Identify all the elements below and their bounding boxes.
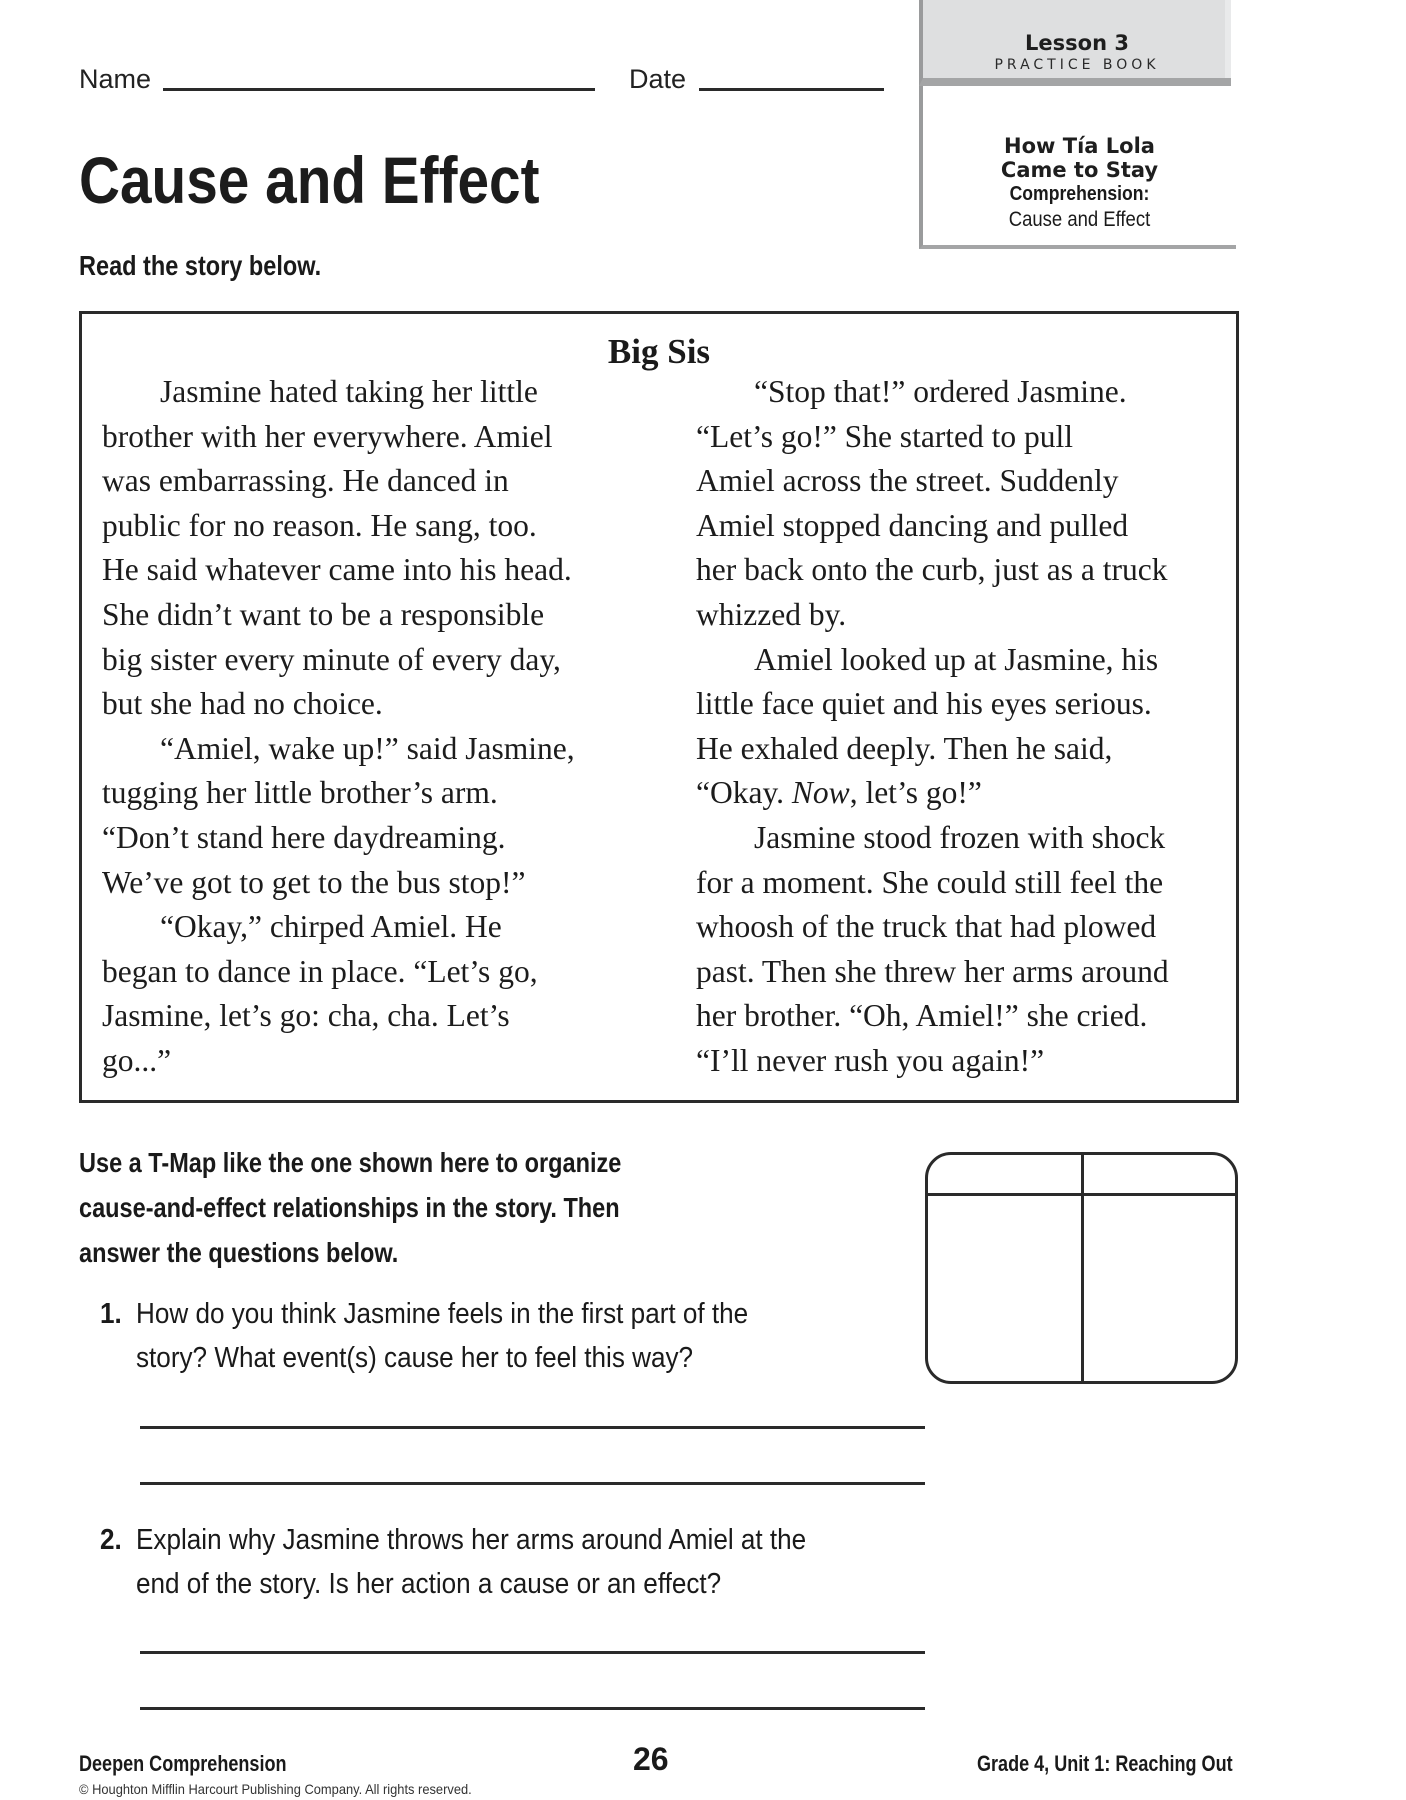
date-label: Date	[629, 64, 687, 94]
page-title: Cause and Effect	[79, 143, 540, 217]
answer-line-q2-1[interactable]	[140, 1651, 925, 1654]
story-line: Jasmine, let’s go: cha, cha. Let’s	[102, 998, 510, 1034]
lesson-subtitle: PRACTICE BOOK	[994, 57, 1160, 73]
instruction-line: answer the questions below.	[79, 1237, 399, 1268]
book-title-line1: How Tía Lola	[1004, 134, 1155, 158]
t-map-column-divider	[1081, 1155, 1084, 1381]
story-line: Jasmine stood frozen with shock	[754, 819, 1166, 855]
book-title-line2: Came to Stay	[1000, 158, 1159, 182]
story-line: We’ve got to get to the bus stop!”	[102, 864, 526, 900]
story-line: Amiel stopped dancing and pulled	[696, 507, 1129, 543]
story-line: tugging her little brother’s arm.	[102, 775, 498, 811]
question-text: end of the story. Is her action a cause or an effect?	[136, 1568, 722, 1600]
story-line: whoosh of the truck that had plowed	[696, 909, 1157, 945]
story-line: big sister every minute of every day,	[102, 641, 561, 677]
story-line: “Okay,” chirped Amiel. He	[160, 909, 502, 945]
footer-unit: Grade 4, Unit 1: Reaching Out	[977, 1751, 1233, 1776]
story-line: “Okay. Now, let’s go!”	[696, 775, 982, 811]
story-line: “Let’s go!” She started to pull	[696, 418, 1074, 454]
lesson-title: Lesson 3	[1025, 31, 1129, 55]
question-number: 1.	[100, 1298, 122, 1330]
name-field[interactable]	[163, 88, 595, 91]
question-text: Explain why Jasmine throws her arms around Amiel at the	[136, 1524, 807, 1556]
directions: Read the story below.	[79, 250, 322, 281]
tmap-instructions	[79, 1140, 621, 1275]
question-2	[100, 1518, 806, 1606]
instruction-line: cause-and-effect relationships in the story. Then	[79, 1192, 620, 1223]
story-line: past. Then she threw her arms around	[696, 953, 1169, 989]
story-line: whizzed by.	[696, 596, 847, 632]
lesson-tab	[919, 0, 1231, 86]
lesson-info-box	[919, 86, 1236, 249]
story-line: go...”	[102, 1042, 172, 1078]
story-box	[79, 311, 1239, 1103]
story-line: brother with her everywhere. Amiel	[102, 418, 553, 454]
copyright: © Houghton Mifflin Harcourt Publishing Company. All rights reserved.	[79, 1781, 472, 1797]
page-number: 26	[633, 1741, 669, 1777]
story-line: “Amiel, wake up!” said Jasmine,	[160, 730, 575, 766]
t-map	[925, 1152, 1238, 1384]
question-text: How do you think Jasmine feels in the first part of the	[136, 1298, 749, 1330]
story-line: Amiel across the street. Suddenly	[696, 463, 1119, 499]
name-label: Name	[79, 64, 152, 94]
story-line: Jasmine hated taking her little	[160, 374, 538, 409]
story-line: but she had no choice.	[102, 686, 383, 722]
story-column-left	[102, 370, 575, 1084]
question-1	[100, 1292, 748, 1380]
story-line: He said whatever came into his head.	[102, 552, 572, 588]
story-line: little face quiet and his eyes serious.	[696, 686, 1152, 722]
story-line: “Don’t stand here daydreaming.	[102, 819, 506, 855]
instruction-line: Use a T-Map like the one shown here to organize	[79, 1147, 622, 1178]
story-line: was embarrassing. He danced in	[102, 463, 509, 499]
story-line: public for no reason. He sang, too.	[102, 507, 537, 543]
story-line: her back onto the curb, just as a truck	[696, 552, 1168, 588]
story-line: She didn’t want to be a responsible	[102, 596, 545, 632]
story-line: her brother. “Oh, Amiel!” she cried.	[696, 998, 1148, 1034]
story-column-right	[696, 370, 1169, 1084]
footer-section: Deepen Comprehension	[79, 1751, 287, 1776]
story-line: Amiel looked up at Jasmine, his	[754, 641, 1159, 677]
answer-line-q1-1[interactable]	[140, 1426, 925, 1429]
question-number: 2.	[100, 1524, 122, 1556]
story-line: “Stop that!” ordered Jasmine.	[754, 374, 1127, 409]
story-title: Big Sis	[607, 332, 711, 371]
story-line: began to dance in place. “Let’s go,	[102, 953, 538, 989]
skill-category: Comprehension:	[1009, 183, 1150, 205]
story-line: “I’ll never rush you again!”	[696, 1042, 1045, 1078]
answer-line-q2-2[interactable]	[140, 1707, 925, 1710]
date-field[interactable]	[699, 88, 884, 91]
story-line: He exhaled deeply. Then he said,	[696, 730, 1113, 766]
question-text: story? What event(s) cause her to feel this way?	[136, 1342, 694, 1374]
skill-name: Cause and Effect	[1008, 208, 1151, 231]
story-line: for a moment. She could still feel the	[696, 864, 1164, 900]
answer-line-q1-2[interactable]	[140, 1482, 925, 1485]
tab-shade	[1225, 0, 1231, 78]
